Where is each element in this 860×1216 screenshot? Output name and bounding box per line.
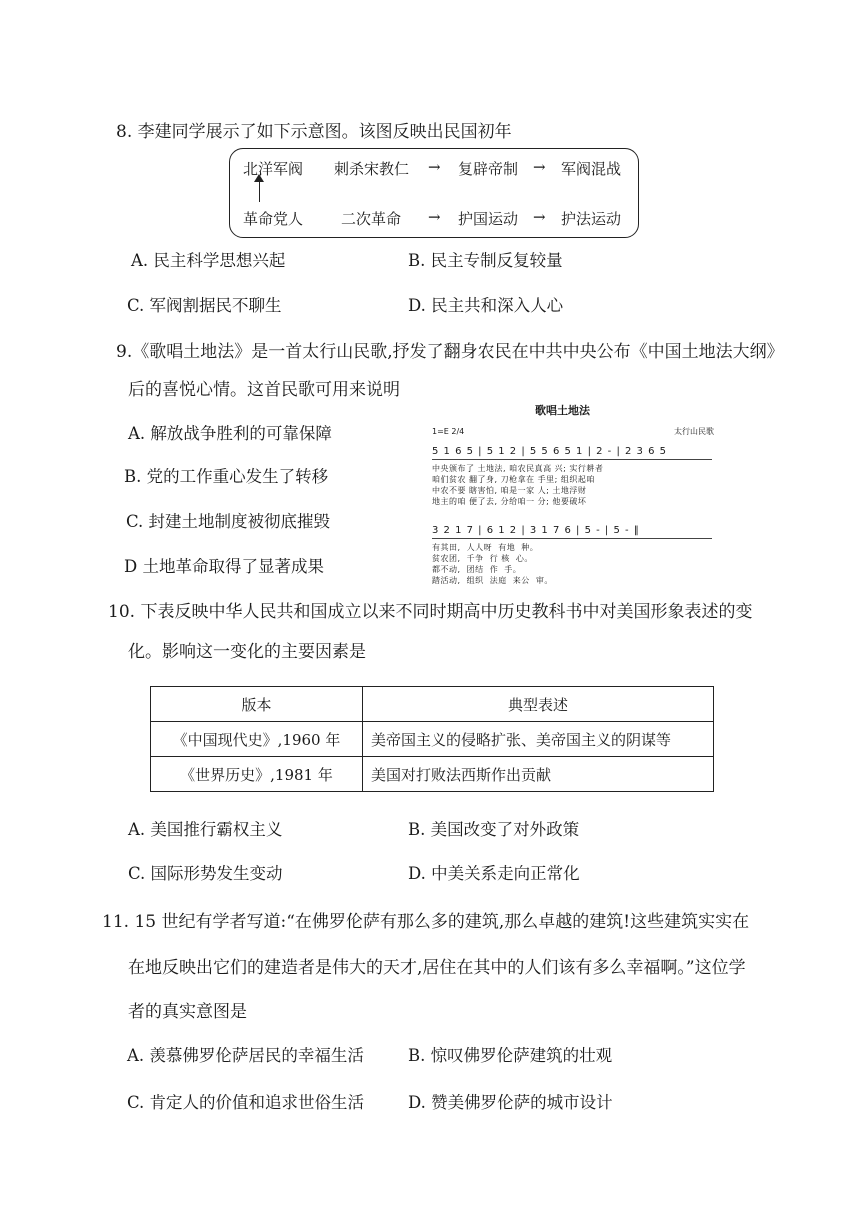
arrow-icon: → [428, 158, 441, 176]
score-title: 歌唱土地法 [535, 404, 590, 417]
diagram-top-3: 复辟帝制 [458, 160, 519, 178]
q9-option-a: A. 解放战争胜利的可靠保障 [128, 424, 332, 443]
score-lyrics-8: 踏活动, 组织 法庭 来公 审。 [432, 576, 553, 585]
q11-stem-line3: 者的真实意图是 [128, 1002, 247, 1022]
q10-option-c: C. 国际形势发生变动 [128, 864, 283, 883]
diagram-bottom-2: 二次革命 [341, 210, 402, 228]
textbook-table [150, 686, 714, 792]
diagram-top-2: 刺杀宋教仁 [334, 160, 410, 178]
score-key: 1=E 2/4 [432, 427, 465, 436]
q11-option-a: A. 羡慕佛罗伦萨居民的幸福生活 [127, 1046, 364, 1065]
q10-option-b: B. 美国改变了对外政策 [408, 820, 580, 839]
arrow-icon: → [428, 208, 441, 226]
q9-option-b: B. 党的工作重心发生了转移 [124, 467, 329, 486]
score-source: 太行山民歌 [674, 427, 714, 436]
diagram-bottom-4: 护法运动 [561, 210, 622, 228]
score-beam [432, 459, 712, 460]
table-row [151, 722, 714, 757]
q10-stem-line2: 化。影响这一变化的主要因素是 [128, 642, 366, 662]
table-cell: 美帝国主义的侵略扩张、美帝国主义的阴谋等 [363, 722, 714, 757]
q9-option-c: C. 封建土地制度被彻底摧毁 [126, 512, 331, 531]
score-lyrics-6: 贫农团, 千争 行 核 心。 [432, 554, 533, 563]
score-lyrics-7: 都不动, 团结 作 手。 [432, 565, 522, 574]
table-row [151, 757, 714, 792]
q9-stem-line1: 9.《歌唱土地法》是一首太行山民歌,抒发了翻身农民在中共中央公布《中国土地法大纲》 [116, 342, 784, 362]
score-notes-line1: 5 1 6 5 | 5 1 2 | 5 5 6 5 1 | 2 - | 2 3 6 5 [432, 446, 667, 457]
up-arrow-shaft [259, 180, 260, 202]
score-lyrics-2: 咱们贫农 翻了身, 刀枪拿在 手里; 组织起咱 [432, 475, 595, 484]
q11-stem-line1: 11. 15 世纪有学者写道:“在佛罗伦萨有那么多的建筑,那么卓越的建筑!这些建筑实实在 [102, 912, 750, 932]
song-score [424, 402, 724, 587]
q9-option-d: D 土地革命取得了显著成果 [124, 557, 324, 576]
diagram-bottom-3: 护国运动 [458, 210, 519, 228]
q11-stem-line2: 在地反映出它们的建造者是伟大的天才,居住在其中的人们该有多么幸福啊。”这位学 [128, 958, 746, 978]
table-header-expression: 典型表述 [363, 687, 714, 722]
q11-option-c: C. 肯定人的价值和追求世俗生活 [127, 1093, 365, 1112]
diagram-top-4: 军阀混战 [561, 160, 622, 178]
score-lyrics-4: 地主的咱 便了去, 分给咱一 分; 他要破坏 [432, 497, 587, 506]
q9-stem-line2: 后的喜悦心情。这首民歌可用来说明 [128, 380, 400, 400]
table-cell: 《中国现代史》,1960 年 [151, 722, 363, 757]
score-notes-line2: 3 2 1 7 | 6 1 2 | 3 1 7 6 | 5 - | 5 - ‖ [432, 525, 640, 536]
diagram-bottom-1: 革命党人 [243, 210, 304, 228]
table-cell: 《世界历史》,1981 年 [151, 757, 363, 792]
table-header-row [151, 687, 714, 722]
q10-stem-line1: 10. 下表反映中华人民共和国成立以来不同时期高中历史教科书中对美国形象表述的变 [108, 602, 753, 622]
q10-option-a: A. 美国推行霸权主义 [128, 820, 283, 839]
arrow-icon: → [533, 208, 546, 226]
table-header-version: 版本 [151, 687, 363, 722]
arrow-icon: → [533, 158, 546, 176]
score-lyrics-1: 中央颁布了 土地法, 咱农民真高 兴; 实行耕者 [432, 464, 604, 473]
diagram-top-1: 北洋军阀 [243, 160, 304, 178]
q8-option-a: A. 民主科学思想兴起 [131, 251, 286, 270]
q11-option-d: D. 赞美佛罗伦萨的城市设计 [408, 1093, 613, 1112]
q11-option-b: B. 惊叹佛罗伦萨建筑的壮观 [408, 1046, 613, 1065]
score-beam [432, 538, 712, 539]
q8-option-b: B. 民主专制反复较量 [408, 251, 563, 270]
q10-option-d: D. 中美关系走向正常化 [408, 864, 580, 883]
q8-stem: 8. 李建同学展示了如下示意图。该图反映出民国初年 [116, 122, 512, 142]
q8-option-d: D. 民主共和深入人心 [408, 296, 564, 315]
score-lyrics-3: 中农不要 瞎害怕, 咱是一家 人; 土地浮财 [432, 486, 587, 495]
score-lyrics-5: 有其田, 人人呀 有地 种。 [432, 543, 539, 552]
q8-option-c: C. 军阀割据民不聊生 [127, 296, 282, 315]
table-cell: 美国对打败法西斯作出贡献 [363, 757, 714, 792]
